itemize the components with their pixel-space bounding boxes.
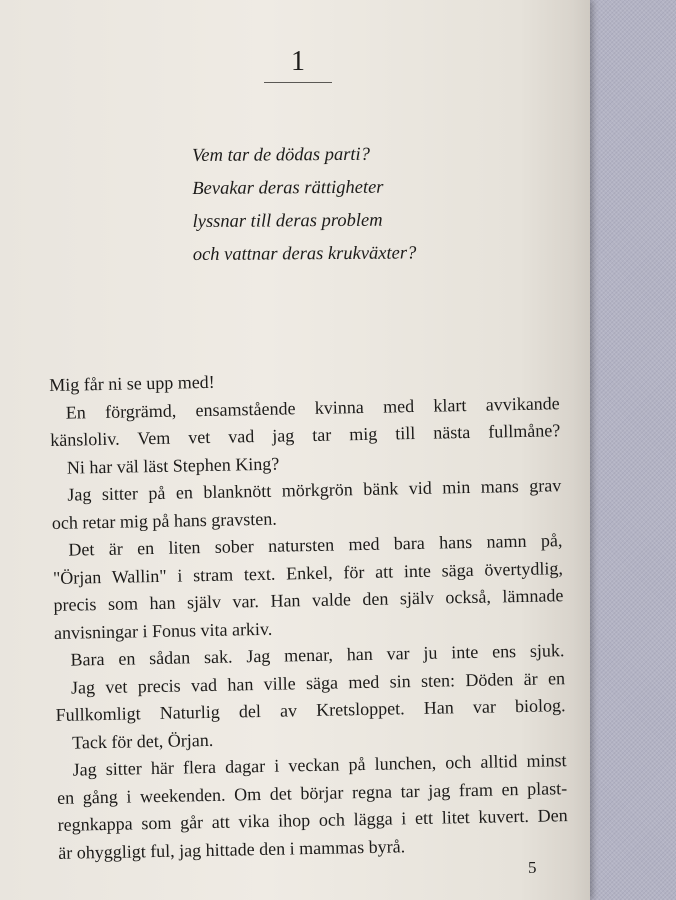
text-line: Ni har väl läst Stephen King? — [66, 453, 280, 478]
page-number: 5 — [528, 858, 537, 877]
text-line: Tack för det, Örjan. — [71, 729, 214, 753]
epigraph-line: Vem tar de dödas parti? — [192, 144, 370, 166]
text-line: precis som han själv var. Han valde den själv också, lämnade — [53, 585, 564, 615]
text-line: Mig får ni se upp med! — [49, 371, 215, 395]
text-line: Jag vet precis vad han ville säga med sin sten: Döden är en — [70, 667, 566, 698]
epigraph-line: och vattnar deras krukväxter? — [192, 243, 417, 265]
epigraph-line: lyssnar till deras problem — [192, 210, 383, 232]
text-line: och retar mig på hans gravsten. — [51, 508, 277, 533]
text-line: anvisningar i Fonus vita arkiv. — [53, 618, 273, 643]
text-line: känsloliv. Vem vet vad jag tar mig till nästa fullmåne? — [50, 420, 561, 450]
epigraph-line: Bevakar deras rättigheter — [192, 177, 384, 199]
text-line: Fullkomligt Naturlig del av Kretsloppet. Han var biolog. — [55, 695, 566, 725]
text-line: Jag sitter här flera dagar i veckan på lunchen, och alltid minst — [72, 750, 567, 780]
text-line: regnkappa som går att vika ihop och lägga i ett litet kuvert. Den — [57, 805, 568, 835]
fabric-background — [576, 0, 676, 900]
epigraph — [192, 138, 416, 272]
text-line: "Örjan Wallin" i stram text. Enkel, för att inte säga övertydlig, — [52, 557, 564, 588]
body-text — [49, 362, 568, 867]
text-line: Jag sitter på en blanknött mörkgrön bänk vid min mans grav — [67, 475, 562, 505]
chapter-number: 1 — [291, 46, 305, 77]
text-line: En förgrämd, ensamstående kvinna med klart avvikande — [65, 392, 560, 423]
text-line: Det är en liten sober natursten med bara hans namn på, — [68, 530, 563, 560]
chapter-underline — [264, 82, 332, 83]
text-line: Bara en sådan sak. Jag menar, han var ju inte ens sjuk. — [70, 640, 565, 670]
text-line: en gång i weekenden. Om det börjar regna tar jag fram en plast- — [56, 777, 568, 808]
text-line: är ohyggligt ful, jag hittade den i mammas byrå. — [58, 835, 406, 863]
